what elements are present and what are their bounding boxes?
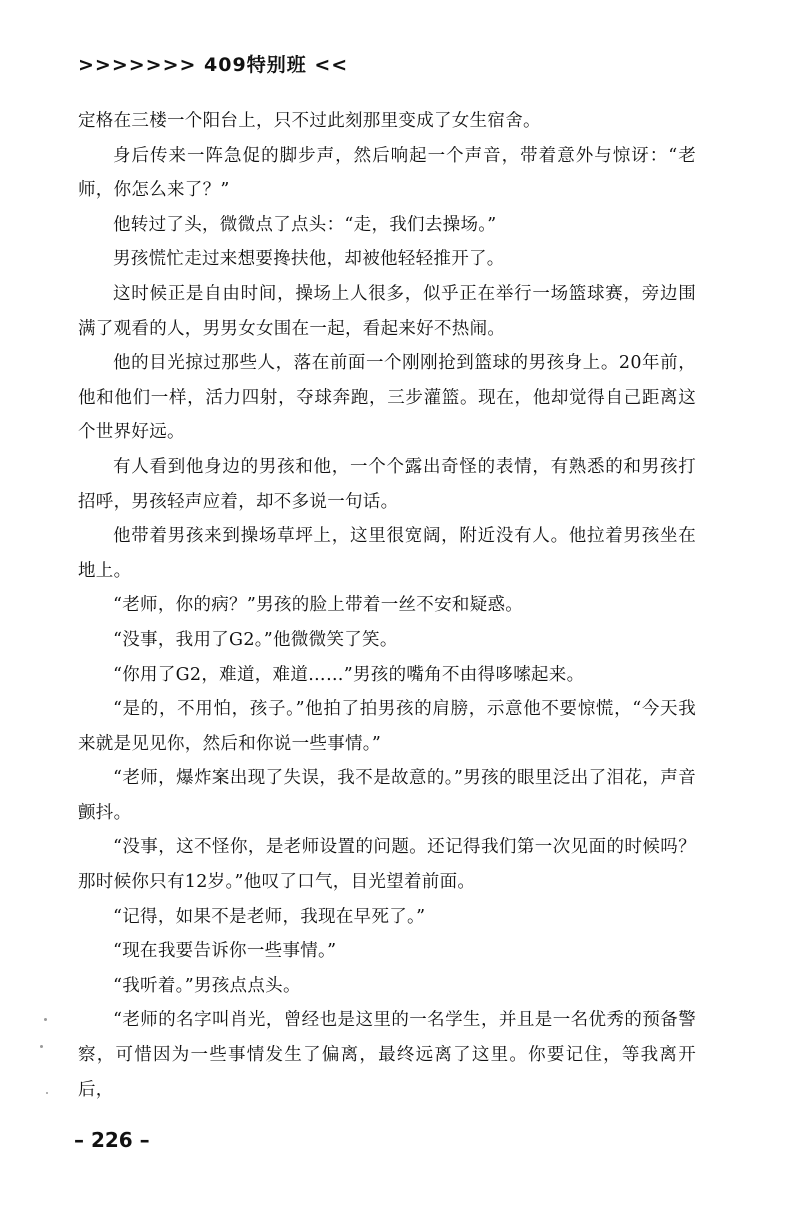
paragraph: 这时候正是自由时间，操场上人很多，似乎正在举行一场篮球赛，旁边围满了观看的人，男男女女围在一起，看起来好不热闹。 [78, 283, 696, 339]
paragraph: “现在我要告诉你一些事情。” [113, 941, 337, 962]
scan-speck [44, 1018, 47, 1021]
paragraph: 身后传来一阵急促的脚步声，然后响起一个声音，带着意外与惊讶：“老师，你怎么来了？” [78, 145, 696, 201]
paragraph: 有人看到他身边的男孩和他，一个个露出奇怪的表情，有熟悉的和男孩打招呼，男孩轻声应着，却不多说一句话。 [78, 456, 696, 512]
paragraph: “记得，如果不是老师，我现在早死了。” [113, 906, 426, 927]
scan-speck [46, 1092, 48, 1094]
running-header: >>>>>>> 409特别班 << [78, 54, 349, 76]
paragraph: 定格在三楼一个阳台上，只不过此刻那里变成了女生宿舍。 [78, 111, 541, 131]
paragraph: “没事，这不怪你，是老师设置的问题。还记得我们第一次见面的时候吗？那时候你只有12岁。”他叹了口气，目光望着前面。 [78, 837, 696, 893]
paragraph: 他带着男孩来到操场草坪上，这里很宽阔，附近没有人。他拉着男孩坐在地上。 [78, 526, 696, 581]
body-text [78, 104, 696, 1107]
page-number: – 226 – [74, 1128, 150, 1152]
paragraph: “老师的名字叫肖光，曾经也是这里的一名学生，并且是一名优秀的预备警察，可惜因为一些事情发生了偏离，最终远离了这里。你要记住，等我离开后， [78, 1010, 696, 1100]
paragraph: 他的目光掠过那些人，落在前面一个刚刚抢到篮球的男孩身上。20年前，他和他们一样，活力四射，夺球奔跑，三步灌篮。现在，他却觉得自己距离这个世界好远。 [78, 353, 696, 443]
scan-speck [40, 1045, 43, 1048]
paragraph: 男孩慌忙走过来想要搀扶他，却被他轻轻推开了。 [113, 249, 505, 270]
paragraph: “没事，我用了G2。”他微微笑了笑。 [113, 629, 398, 650]
paragraph: “我听着。”男孩点点头。 [113, 975, 301, 996]
paragraph: 他转过了头，微微点了点头：“走，我们去操场。” [113, 214, 497, 235]
paragraph: “你用了G2，难道，难道……”男孩的嘴角不由得哆嗦起来。 [113, 664, 585, 685]
paragraph: “老师，你的病？”男孩的脸上带着一丝不安和疑惑。 [113, 595, 524, 616]
paragraph: “老师，爆炸案出现了失误，我不是故意的。”男孩的眼里泛出了泪花，声音颤抖。 [78, 768, 696, 823]
paragraph: “是的，不用怕，孩子。”他拍了拍男孩的肩膀，示意他不要惊慌，“今天我来就是见见你，然后和你说一些事情。” [78, 699, 696, 754]
